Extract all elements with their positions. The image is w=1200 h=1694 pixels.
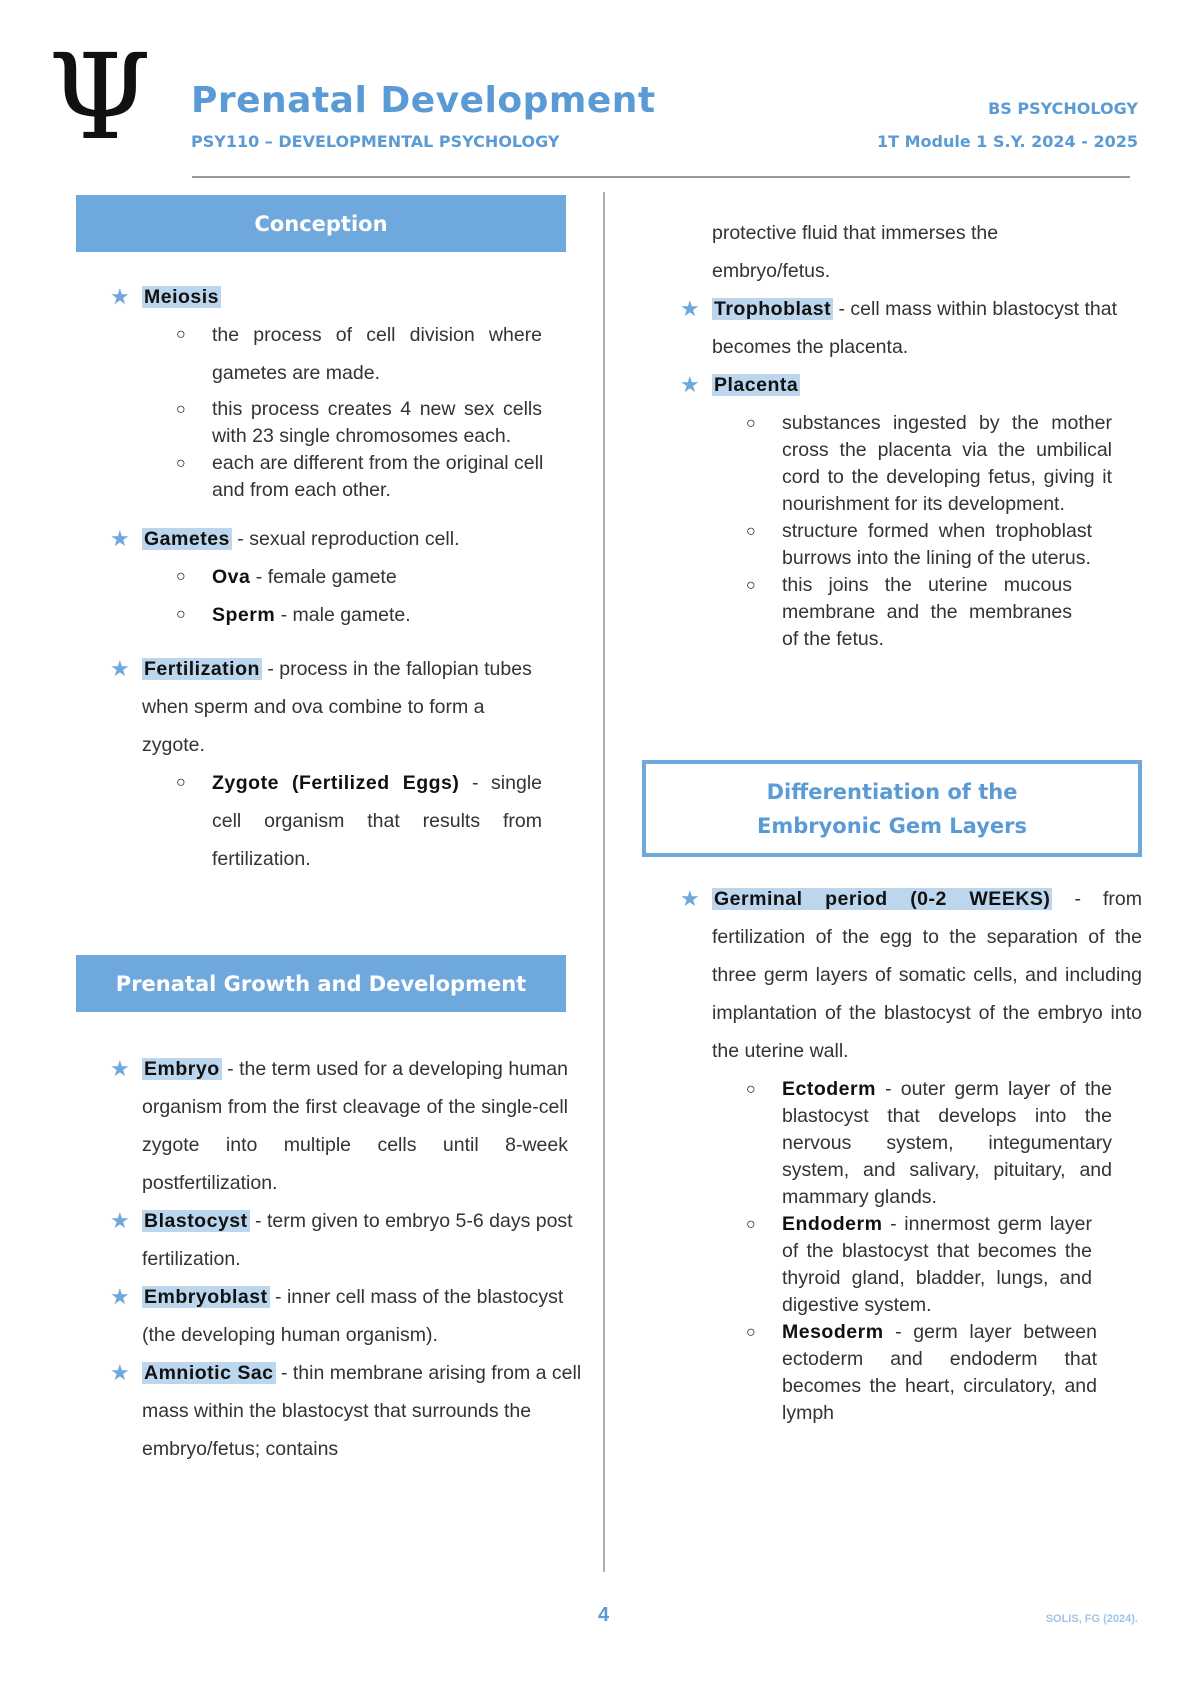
placenta-item <box>642 366 1142 404</box>
placenta-point: substances ingested by the mother cross the placenta via the umbilical cord to the developing fetus, giving it nourishment for its development. <box>782 412 1112 515</box>
mesoderm-desc: - germ layer between ectoderm and endoderm that becomes the heart, circulatory, and lymph <box>782 1321 1097 1424</box>
column-divider <box>603 192 605 1572</box>
list-item <box>642 1211 1092 1319</box>
trophoblast-desc: - cell mass within blastocyst that becomes the placenta. <box>712 298 1118 358</box>
star-icon: ★ <box>680 886 700 911</box>
list-item <box>72 450 572 504</box>
star-icon: ★ <box>680 296 700 321</box>
sperm-desc: - male gamete. <box>275 604 411 626</box>
circle-icon: ○ <box>176 401 186 418</box>
psi-logo: Ψ <box>48 28 152 166</box>
page-title: Prenatal Development <box>191 80 656 121</box>
star-icon: ★ <box>110 526 130 551</box>
blastocyst-term: Blastocyst <box>144 1210 248 1232</box>
embryo-desc: - the term used for a developing human organism from the first cleavage of the single-cell zygote into multiple cells until 8-week postfertilization. <box>142 1058 568 1194</box>
star-icon: ★ <box>110 1360 130 1385</box>
amniotic-term: Amniotic Sac <box>144 1362 274 1384</box>
circle-icon: ○ <box>746 1216 756 1233</box>
list-item <box>72 558 568 596</box>
mesoderm-term: Mesoderm <box>782 1321 884 1343</box>
list-item <box>72 316 542 392</box>
right-column-bottom <box>642 880 1142 1427</box>
meiosis-term: Meiosis <box>144 286 220 308</box>
embryo-term: Embryo <box>144 1058 220 1080</box>
ectoderm-term: Ectoderm <box>782 1078 876 1100</box>
ova-desc: - female gamete <box>250 566 397 588</box>
header-divider <box>192 176 1130 178</box>
germ-layers-heading <box>642 760 1142 857</box>
germinal-term: Germinal period (0-2 WEEKS) <box>714 888 1051 910</box>
course-subtitle: PSY110 – DEVELOPMENTAL PSYCHOLOGY <box>191 132 560 151</box>
left-column-bottom <box>72 1050 582 1468</box>
placenta-point: structure formed when trophoblast burrows into the lining of the uterus. <box>782 520 1092 569</box>
amniotic-cont: protective fluid that immerses the embryo/fetus. <box>712 222 999 282</box>
germinal-desc: - from fertilization of the egg to the separation of the three germ layers of somatic cells, and including implantation of the blastocyst of the embryo into the uterine wall. <box>712 888 1142 1062</box>
meiosis-point: this process creates 4 new sex cells with 23 single chromosomes each. <box>212 398 542 447</box>
sperm-term: Sperm <box>212 604 276 626</box>
list-item <box>72 396 542 450</box>
amniotic-continued <box>642 214 1112 290</box>
list-item <box>642 410 1112 518</box>
trophoblast-term: Trophoblast <box>714 298 832 320</box>
meiosis-point: the process of cell division where gametes are made. <box>212 324 542 384</box>
fertilization-item <box>72 650 552 764</box>
conception-heading: Conception <box>76 195 566 252</box>
placenta-point: this joins the uterine mucous membrane and the membranes of the fetus. <box>782 574 1072 650</box>
list-item <box>642 518 1092 572</box>
endoderm-desc: - innermost germ layer of the blastocyst that becomes the thyroid gland, bladder, lungs, and digestive system. <box>782 1213 1092 1316</box>
embryo-item <box>72 1050 568 1202</box>
list-item <box>642 1319 1097 1427</box>
right-column-top <box>642 214 1142 653</box>
circle-icon: ○ <box>746 577 756 594</box>
germ-heading-line1: Differentiation of the <box>766 779 1018 804</box>
embryoblast-desc: - inner cell mass of the blastocyst (the developing human organism). <box>142 1286 564 1346</box>
embryoblast-term: Embryoblast <box>144 1286 268 1308</box>
circle-icon: ○ <box>176 568 186 585</box>
circle-icon: ○ <box>176 606 186 623</box>
meiosis-item <box>72 278 568 316</box>
germ-heading-line2: Embryonic Gem Layers <box>756 813 1027 838</box>
growth-heading: Prenatal Growth and Development <box>76 955 566 1012</box>
gametes-term: Gametes <box>144 528 230 550</box>
fertilization-term: Fertilization <box>144 658 260 680</box>
star-icon: ★ <box>680 372 700 397</box>
zygote-term: Zygote (Fertilized Eggs) <box>212 772 460 794</box>
list-item <box>642 572 1072 653</box>
zygote-desc: - single cell organism that results from fertilization. <box>212 772 543 870</box>
credit-note: SOLIS, FG (2024). <box>1045 1613 1138 1625</box>
germinal-item <box>642 880 1142 1070</box>
circle-icon: ○ <box>746 1081 756 1098</box>
gametes-desc: - sexual reproduction cell. <box>231 528 460 550</box>
blastocyst-desc: - term given to embryo 5-6 days post fertilization. <box>142 1210 573 1270</box>
list-item <box>72 596 568 634</box>
circle-icon: ○ <box>176 455 186 472</box>
placenta-term: Placenta <box>714 374 799 396</box>
term-label: 1T Module 1 S.Y. 2024 - 2025 <box>876 132 1138 151</box>
circle-icon: ○ <box>746 1324 756 1341</box>
endoderm-term: Endoderm <box>782 1213 883 1235</box>
list-item <box>72 764 542 878</box>
fertilization-desc: - process in the fallopian tubes when sperm and ova combine to form a zygote. <box>142 658 532 756</box>
page-number: 4 <box>598 1604 610 1626</box>
circle-icon: ○ <box>746 415 756 432</box>
star-icon: ★ <box>110 1284 130 1309</box>
blastocyst-item <box>72 1202 602 1278</box>
circle-icon: ○ <box>176 774 186 791</box>
ova-term: Ova <box>212 566 251 588</box>
ectoderm-desc: - outer germ layer of the blastocyst that develops into the nervous system, integumentary system, and salivary, pituitary, and mammary glands. <box>782 1078 1112 1208</box>
list-item <box>642 1076 1112 1211</box>
star-icon: ★ <box>110 1056 130 1081</box>
circle-icon: ○ <box>746 523 756 540</box>
star-icon: ★ <box>110 284 130 309</box>
amniotic-item <box>72 1354 602 1468</box>
amniotic-desc: - thin membrane arising from a cell mass within the blastocyst that surrounds the embryo/fetus; contains <box>142 1362 582 1460</box>
trophoblast-item <box>642 290 1142 366</box>
program-label: BS PSYCHOLOGY <box>988 99 1138 118</box>
gametes-item <box>72 520 568 558</box>
circle-icon: ○ <box>176 326 186 343</box>
left-column-top <box>72 278 568 878</box>
star-icon: ★ <box>110 1208 130 1233</box>
meiosis-point: each are different from the original cell and from each other. <box>212 452 544 501</box>
star-icon: ★ <box>110 656 130 681</box>
embryoblast-item <box>72 1278 572 1354</box>
